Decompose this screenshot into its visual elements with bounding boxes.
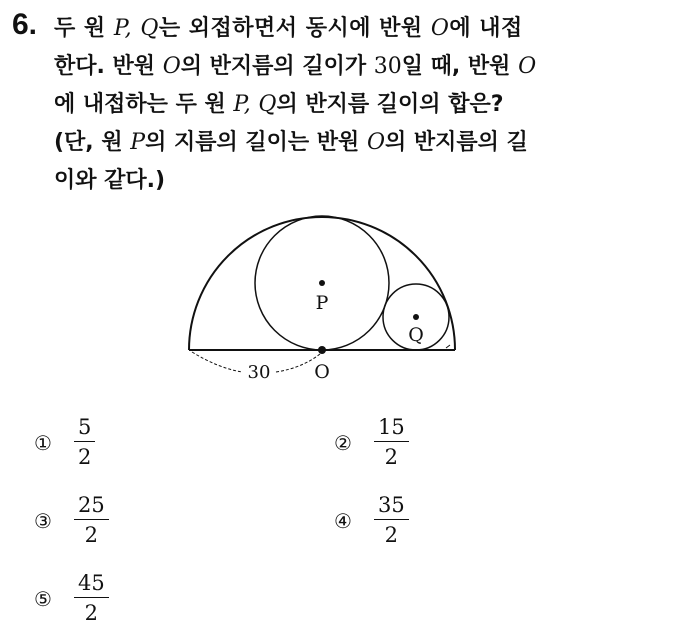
center-dot-q	[413, 314, 419, 320]
choice-fraction: $\frac{35}{2}$	[374, 493, 409, 548]
choice-mark: ③	[34, 508, 52, 533]
choice-2[interactable]	[334, 415, 409, 470]
choice-mark: ⑤	[34, 586, 52, 611]
center-dot-p	[319, 280, 325, 286]
right-end-tick	[446, 345, 450, 348]
choice-fraction: $\frac{25}{2}$	[74, 493, 109, 548]
choice-1[interactable]	[34, 415, 95, 470]
choice-fraction: $\frac{5}{2}$	[74, 415, 95, 470]
label-radius: 30	[247, 362, 271, 383]
question-stem	[54, 10, 654, 200]
question-number: 6.	[12, 8, 38, 41]
choice-3[interactable]	[34, 493, 109, 548]
stem-line-4: (단, 원 P의 지름의 길이는 반원 O의 반지름의 길	[54, 130, 528, 155]
choice-mark: ②	[334, 430, 352, 455]
choice-fraction: $\frac{15}{2}$	[374, 415, 409, 470]
choice-5[interactable]	[34, 571, 109, 626]
choice-4[interactable]	[334, 493, 409, 548]
label-q: Q	[408, 324, 424, 346]
stem-line-5: 이와 같다.)	[54, 168, 166, 193]
stem-line-3: 에 내접하는 두 원 P, Q의 반지름 길이의 합은?	[54, 92, 504, 117]
choice-mark: ④	[334, 508, 352, 533]
choice-fraction: $\frac{45}{2}$	[74, 571, 109, 626]
stem-line-1: 두 원 P, Q는 외접하면서 동시에 반원 O에 내접	[54, 16, 523, 41]
stem-line-2: 한다. 반원 O의 반지름의 길이가 30일 때, 반원 O	[54, 54, 537, 79]
geometry-figure	[180, 208, 470, 393]
label-p: P	[315, 292, 329, 314]
center-dot-o	[318, 346, 326, 354]
label-o: O	[314, 361, 330, 383]
choice-mark: ①	[34, 430, 52, 455]
radius-brace	[192, 352, 242, 372]
